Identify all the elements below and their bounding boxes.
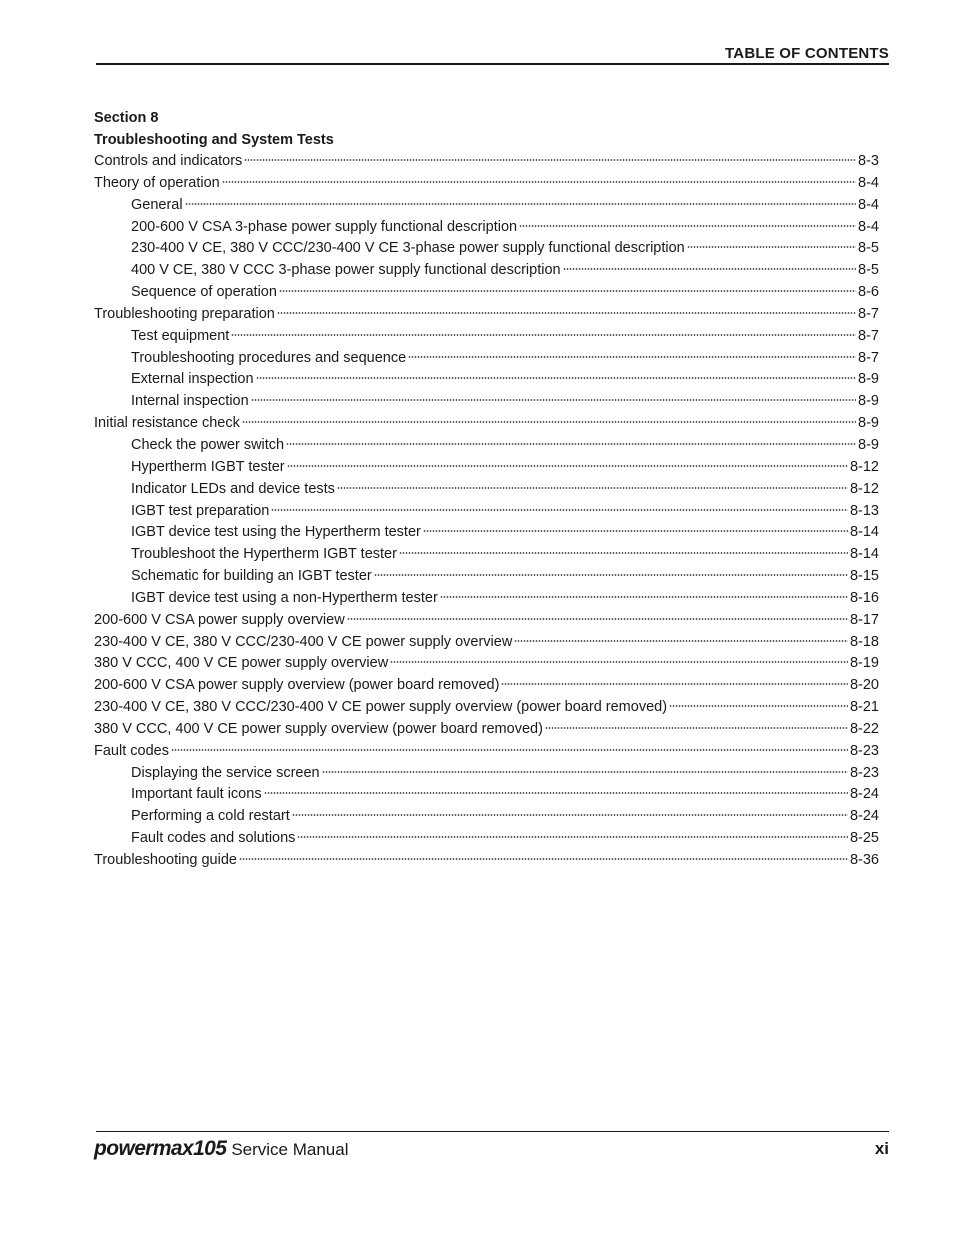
dot-leader — [171, 748, 848, 752]
toc-entry[interactable] — [94, 391, 879, 413]
toc-entry-page: 8-17 — [849, 611, 879, 628]
dot-leader — [271, 508, 848, 512]
toc-entry-page: 8-7 — [858, 327, 879, 344]
toc-entry[interactable] — [94, 566, 879, 588]
toc-entry[interactable] — [94, 806, 879, 828]
toc-entry-page: 8-21 — [849, 699, 879, 716]
toc-entry-title: 230-400 V CE, 380 V CCC/230-400 V CE 3-phase power supply functional description — [131, 240, 685, 257]
dot-leader — [239, 857, 848, 861]
toc-entry[interactable] — [94, 501, 879, 523]
dot-leader — [222, 180, 856, 184]
toc-entry-page: 8-12 — [849, 458, 879, 475]
dot-leader — [545, 726, 848, 730]
toc-entry-page: 8-24 — [849, 786, 879, 803]
toc-entry[interactable] — [94, 784, 879, 806]
toc-entry[interactable] — [94, 479, 879, 501]
toc-entry-page: 8-3 — [858, 153, 879, 169]
dot-leader — [514, 639, 848, 643]
toc-entry-page: 8-15 — [849, 568, 879, 585]
toc-entry-title: Troubleshooting preparation — [94, 305, 275, 322]
footer-rule — [96, 1131, 889, 1132]
toc-entry-page: 8-25 — [849, 830, 879, 847]
toc-entry-title: 400 V CE, 380 V CCC 3-phase power supply functional description — [131, 262, 561, 279]
toc-entry[interactable] — [94, 828, 879, 850]
toc-entry[interactable] — [94, 697, 879, 719]
dot-leader — [669, 704, 848, 708]
dot-leader — [231, 333, 856, 337]
toc-entry[interactable] — [94, 588, 879, 610]
dot-leader — [251, 398, 856, 402]
brand-logo: powermax105 — [94, 1137, 227, 1160]
toc-entry[interactable] — [94, 217, 879, 239]
dot-leader — [347, 617, 848, 621]
toc-entry[interactable] — [94, 151, 879, 173]
toc-entry-page: 8-5 — [858, 240, 879, 257]
toc-entry-page: 8-4 — [858, 196, 879, 213]
toc-entry[interactable] — [94, 173, 879, 195]
toc-entry-page: 8-20 — [849, 677, 879, 694]
toc-entry-title: Schematic for building an IGBT tester — [131, 568, 372, 585]
section-title: Troubleshooting and System Tests — [94, 132, 334, 148]
toc-entry-list — [94, 151, 879, 872]
dot-leader — [408, 355, 856, 359]
dot-leader — [264, 791, 848, 795]
dot-leader — [399, 551, 848, 555]
toc-entry-title: Indicator LEDs and device tests — [131, 480, 335, 497]
dot-leader — [287, 464, 848, 468]
toc-entry-page: 8-4 — [858, 174, 879, 191]
toc-entry-page: 8-9 — [858, 371, 879, 388]
toc-entry-page: 8-19 — [849, 655, 879, 672]
toc-entry[interactable] — [94, 741, 879, 763]
dot-leader — [423, 529, 848, 533]
toc-entry-page: 8-5 — [858, 262, 879, 279]
toc-entry[interactable] — [94, 348, 879, 370]
toc-entry-page: 8-23 — [849, 742, 879, 759]
dot-leader — [563, 267, 856, 271]
toc-entry-title: 230-400 V CE, 380 V CCC/230-400 V CE power supply overview — [94, 633, 513, 650]
dot-leader — [501, 682, 848, 686]
toc-entry-page: 8-36 — [849, 852, 879, 868]
toc-entry-title: Fault codes — [94, 742, 169, 759]
toc-entry[interactable] — [94, 544, 879, 566]
toc-entry[interactable] — [94, 632, 879, 654]
dot-leader — [687, 245, 856, 249]
toc-entry-page: 8-18 — [849, 633, 879, 650]
toc-entry-title: Troubleshooting guide — [94, 852, 237, 868]
toc-entry-page: 8-16 — [849, 589, 879, 606]
toc-entry-title: IGBT device test using a non-Hypertherm tester — [131, 589, 438, 606]
toc-entry[interactable] — [94, 610, 879, 632]
dot-leader — [440, 595, 848, 599]
toc-entry[interactable] — [94, 260, 879, 282]
dot-leader — [297, 835, 848, 839]
header-title: TABLE OF CONTENTS — [725, 45, 889, 62]
dot-leader — [390, 660, 848, 664]
toc-entry-page: 8-14 — [849, 524, 879, 541]
toc-entry[interactable] — [94, 304, 879, 326]
toc-entry-page: 8-4 — [858, 218, 879, 235]
toc-entry[interactable] — [94, 369, 879, 391]
toc-entry-title: Initial resistance check — [94, 415, 240, 432]
toc-entry-title: General — [131, 196, 183, 213]
toc-entry-title: Internal inspection — [131, 393, 249, 410]
toc-entry-title: Troubleshoot the Hypertherm IGBT tester — [131, 546, 397, 563]
dot-leader — [256, 376, 857, 380]
toc-entry-page: 8-23 — [849, 764, 879, 781]
toc-entry-title: Hypertherm IGBT tester — [131, 458, 285, 475]
table-of-contents — [94, 107, 879, 872]
dot-leader — [185, 202, 856, 206]
toc-entry-title: Theory of operation — [94, 174, 220, 191]
toc-entry-title: Fault codes and solutions — [131, 830, 296, 847]
manual-title: Service Manual — [231, 1140, 349, 1159]
toc-entry-title: Check the power switch — [131, 436, 285, 453]
toc-entry-title: 200-600 V CSA 3-phase power supply functional description — [131, 218, 518, 235]
toc-entry-title: 380 V CCC, 400 V CE power supply overview (power board removed) — [94, 720, 543, 737]
toc-entry[interactable] — [94, 282, 879, 304]
toc-entry[interactable] — [94, 522, 879, 544]
toc-entry-page: 8-7 — [858, 349, 879, 366]
toc-entry[interactable] — [94, 653, 879, 675]
toc-entry-title: Controls and indicators — [94, 153, 243, 169]
toc-entry-title: Displaying the service screen — [131, 764, 320, 781]
dot-leader — [337, 486, 848, 490]
dot-leader — [519, 224, 856, 228]
dot-leader — [322, 770, 848, 774]
toc-entry-title: Important fault icons — [131, 786, 262, 803]
toc-entry-title: Performing a cold restart — [131, 808, 290, 825]
toc-entry-title: Sequence of operation — [131, 284, 277, 301]
toc-entry[interactable] — [94, 763, 879, 785]
dot-leader — [374, 573, 848, 577]
toc-entry-page: 8-22 — [849, 720, 879, 737]
toc-entry[interactable] — [94, 850, 879, 872]
toc-entry-title: 230-400 V CE, 380 V CCC/230-400 V CE power supply overview (power board removed) — [94, 699, 668, 716]
toc-entry[interactable] — [94, 326, 879, 348]
toc-entry[interactable] — [94, 413, 879, 435]
toc-entry-page: 8-6 — [858, 284, 879, 301]
dot-leader — [277, 311, 856, 315]
toc-entry-title: External inspection — [131, 371, 254, 388]
toc-entry-title: 200-600 V CSA power supply overview (power board removed) — [94, 677, 500, 694]
toc-entry[interactable] — [94, 457, 879, 479]
toc-entry-title: Test equipment — [131, 327, 230, 344]
toc-entry[interactable] — [94, 719, 879, 741]
toc-entry[interactable] — [94, 238, 879, 260]
toc-entry[interactable] — [94, 195, 879, 217]
header-rule — [96, 63, 889, 65]
toc-entry-page: 8-13 — [849, 502, 879, 519]
dot-leader — [242, 420, 856, 424]
toc-entry-page: 8-12 — [849, 480, 879, 497]
toc-entry-page: 8-9 — [858, 436, 879, 453]
toc-entry-page: 8-9 — [858, 415, 879, 432]
toc-entry-title: 380 V CCC, 400 V CE power supply overview — [94, 655, 389, 672]
dot-leader — [292, 813, 848, 817]
toc-entry-page: 8-7 — [858, 305, 879, 322]
footer-brand — [94, 1137, 348, 1161]
dot-leader — [286, 442, 856, 446]
section-number: Section 8 — [94, 110, 159, 126]
toc-entry-title: Troubleshooting procedures and sequence — [131, 349, 407, 366]
toc-entry-page: 8-24 — [849, 808, 879, 825]
toc-entry[interactable] — [94, 435, 879, 457]
toc-entry-page: 8-14 — [849, 546, 879, 563]
toc-entry[interactable] — [94, 675, 879, 697]
dot-leader — [244, 158, 856, 162]
toc-entry-title: IGBT test preparation — [131, 502, 270, 519]
dot-leader — [279, 289, 856, 293]
page-number: xi — [874, 1139, 889, 1158]
toc-entry-title: 200-600 V CSA power supply overview — [94, 611, 345, 628]
toc-entry-title: IGBT device test using the Hypertherm tester — [131, 524, 421, 541]
toc-entry-page: 8-9 — [858, 393, 879, 410]
